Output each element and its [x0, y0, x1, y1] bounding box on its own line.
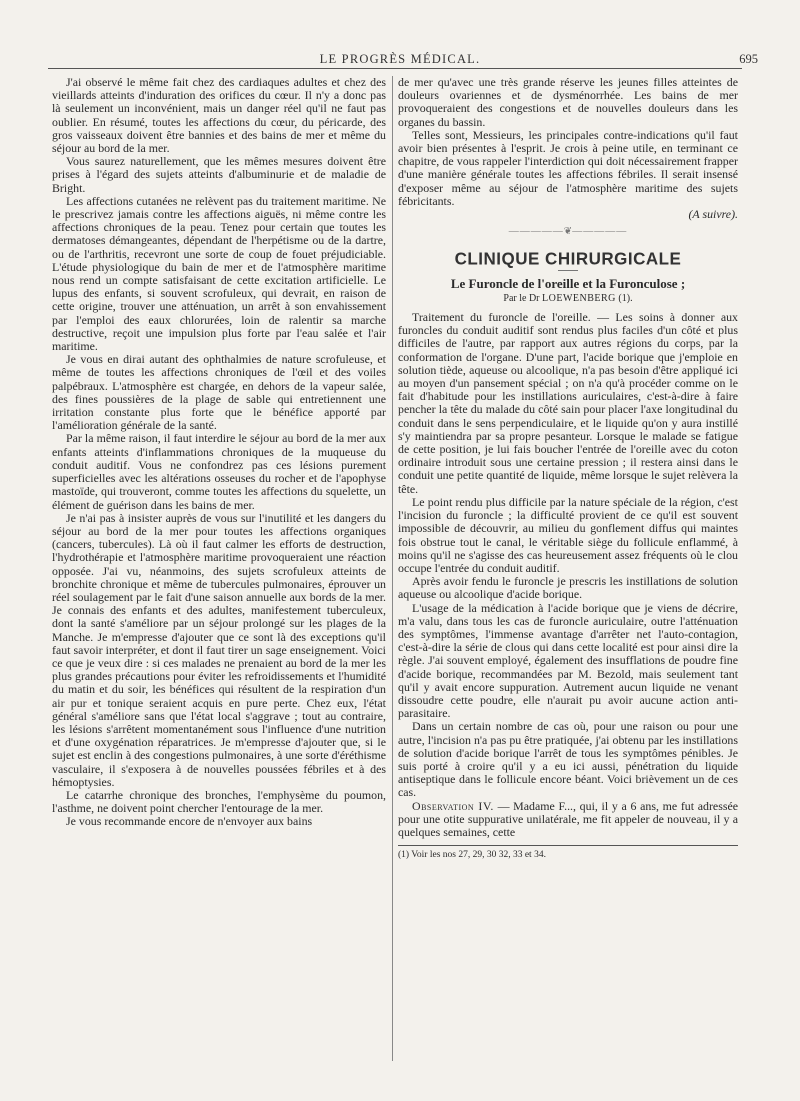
- observation-text: — Madame F..., qui, il y a 6 ans, me fut adressée pour une otite suppurative unilatérale, me fit appeler de nouveau, il y a quelques semaines, cette: [398, 798, 738, 839]
- ornament-divider: —————❦—————: [508, 226, 628, 238]
- paragraph: Je n'ai pas à insister auprès de vous sur l'inutilité et les dangers du séjour au bord de la mer pour toutes les affections organiques (cancers, tubercules). Là où il faut calmer les efforts de destruction, l'hydrothérapie et l'atmosphère maritime provoqueraient une réaction opposée. J'ai vu, néanmoins, des sujets scrofuleux atteints de bronchite chronique et même de tubercules pulmonaires, éprouver un réel soulagement par le fait d'une saison annuelle aux bords de la mer. Je connais des enfants et des adultes, manifestement tuberculeux, dont la santé s'améliore par un séjour prolongé sur les plages de la Manche. Je m'empresse d'ajouter que ce sont là des exceptions qu'il faut savoir interpréter, et dont il faut tirer un sage enseignement. Voici ce que je veux dire : si ces malades ne prenaient au bord de la mer les plus grandes précautions pour éviter les refroidissements et l'humidité du matin et du soir, les bénéfices qui résultent de la respiration d'un air pur et tonique seraient acquis en pure perte. Chez eux, l'état général s'améliore sans que l'état local s'aggrave ; tout au contraire, les lésions s'arrêtent momentanément sous l'influence d'une nutrition et d'une oxygénation réparatrices. Je m'empresse d'ajouter que, si le sujet est enclin à des congestions pulmonaires, à une sorte d'éréthisme vasculaire, il s'exposera à de nouvelles poussées fébriles et à des hémoptysies.: [52, 510, 386, 789]
- paragraph: Vous saurez naturellement, que les mêmes mesures doivent être prises à l'égard des sujets atteints d'albuminurie et de maladie de Bright.: [52, 154, 386, 195]
- paragraph: Je vous recommande encore de n'envoyer aux bains: [66, 814, 313, 829]
- paragraph: Le catarrhe chronique des bronches, l'emphysème du poumon, l'asthme, ne doivent point chercher l'entourage de la mer.: [52, 787, 386, 816]
- article-title: Le Furoncle de l'oreille et la Furonculose ;: [450, 275, 686, 291]
- header-rule: [48, 68, 742, 69]
- footnote-rule: [398, 845, 738, 846]
- paragraph: Je vous en dirai autant des ophthalmies de nature scrofuleuse, et même de toutes les affections chroniques de l'œil et des voiles palpébraux. L'atmosphère est chargée, en dehors de la vapeur salée, des fines poussières de la plage de sable qui entretiennent une irritation constante plus forte que le bénéfice apporté par l'amélioration générale de la santé.: [52, 352, 386, 433]
- paragraph: L'usage de la médication à l'acide borique que je viens de décrire, m'a valu, dans tous les cas de furoncle auriculaire, outre l'atténuation des symptômes, l'immense avantage d'arrêter net l'auto-contagion, c'est-à-dire la série de clous qui dans cette localité est pour ainsi dire la règle. J'ai souvent employé, également des insufflations de poudre fine d'acide borique, recommandées par M. Bezold, mais seulement tant qu'il y avait encore suppuration. Autrement aucun liquide ne venant dissoudre cette poudre, elle n'aurait pu avoir aucune action anti-parasitaire.: [398, 600, 738, 721]
- section-rule: [558, 270, 578, 271]
- paragraph: Par la même raison, il faut interdire le séjour au bord de la mer aux enfants atteints d'inflammations chroniques de la muqueuse du conduit auditif. Vous ne confondrez pas ces lésions purement superficielles avec les altérations osseuses du rocher et de l'apophyse mastoïde, qui trouveront, comme toutes les affections du squelette, un élément de guérison dans les bains de mer.: [52, 431, 386, 512]
- journal-title: LE PROGRÈS MÉDICAL.: [319, 52, 481, 66]
- byline: [398, 292, 738, 305]
- byline-note: (1).: [618, 292, 633, 304]
- paragraph: Le point rendu plus difficile par la nature spéciale de la région, c'est l'incision du furoncle ; la difficulté provient de ce qu'il est souvent impossible de découvrir, au milieu du gonflement diffus qui maintes fois obstrue tout le canal, le véritable siège du follicule enflammé, à moins qu'il ne s'agisse des cas heureusement assez fréquents où le clou occupe l'entrée du conduit auditif.: [398, 494, 738, 575]
- byline-prefix: Par le Dr: [503, 292, 540, 304]
- paragraph: Les affections cutanées ne relèvent pas du traitement maritime. Ne le prescrivez jamais contre les affections aiguës, ni même contre les affections chroniques de la peau. Tenez pour certain que toutes les dermatoses démangeantes, dépendant de l'herpétisme ou de la dartre, ou de l'arthritis, recevront une sorte de coup de fouet préjudiciable. L'étude physiologique du bain de mer et de l'atmosphère maritime nous rend un compte satisfaisant de cette excitation artificielle. Le lupus des enfants, si souvent scrofuleux, qui devrait, en raison de cette origine, trouver une atténuation, un arrêt à son envahissement par l'emploi des eaux chlorurées, loin de ralentir sa marche destructive, reçoit une impulsion plus forte par l'eau salée et l'air maritime.: [52, 193, 386, 354]
- paragraph: Après avoir fendu le furoncle je prescris les instillations de solution aqueuse ou alcoolique d'acide borique.: [398, 574, 738, 602]
- column-divider: [392, 76, 393, 1061]
- observation-label: Observation IV.: [412, 798, 494, 813]
- observation-paragraph: [398, 800, 738, 840]
- byline-author: LOEWENBERG: [542, 292, 616, 304]
- paragraph: Dans un certain nombre de cas où, pour une raison ou pour une autre, l'incision n'a pas pu être pratiquée, j'ai obtenu par les instillations de solution d'acide borique l'arrêt de tous les symptômes pénibles. Je suis porté à croire qu'il y a eu ici aussi, pénétration du liquide antiseptique dans le follicule encore béant. Voici brièvement un de ces cas.: [398, 719, 738, 800]
- page-number: 695: [739, 52, 758, 66]
- paragraph: J'ai observé le même fait chez des cardiaques adultes et chez des vieillards atteints d'induration des orifices du cœur. Il n'y a donc pas là seulement un inconvénient, mais un danger réel qu'il ne faut pas oublier. En résumé, toutes les affections du cœur, du péricarde, des gros vaisseaux doivent être bannies et des bains de mer et même du séjour au bord de la mer.: [52, 76, 386, 156]
- section-title: CLINIQUE CHIRURGICALE: [454, 248, 682, 269]
- left-column: [52, 76, 386, 1086]
- footnote: (1) Voir les nos 27, 29, 30 32, 33 et 34.: [398, 850, 546, 861]
- paragraph: de mer qu'avec une très grande réserve les jeunes filles atteintes de douleurs ovariennes et de dysménorrhée. Les bains de mer provoqueraient des congestions et de nouvelles douleurs dans les organes du bassin.: [398, 76, 738, 129]
- paragraph: Traitement du furoncle de l'oreille. — Les soins à donner aux furoncles du conduit auditif sont rendus plus faciles d'un côté et plus difficiles de l'autre, par rapport aux autres régions du corps, par la conformation de l'organe. D'une part, l'acide borique que j'emploie en solution tiède, aqueuse ou alcoolique, n'a pas besoin d'être appliqué ici au moyen d'un pansement spécial ; on n'a qu'à procéder comme on le fait d'habitude pour les instillations auriculaires, c'est-à-dire à faire pencher la tête du malade du côté sain pour placer l'axe longitudinal du conduit dans le sens perpendiculaire, et le liquide qu'on y aura instillé s'y maintiendra par sa propre pesanteur. Lorsque le malade se fatigue de cette position, je lui fais boucher l'entrée de l'oreille avec du coton ordinaire introduit sous une certaine pression ; il restera ainsi dans le conduit une petite quantité de liquide, même lorsque le sujet relèvera la tête.: [398, 310, 738, 496]
- paragraph: Telles sont, Messieurs, les principales contre-indications qu'il faut avoir bien présentes à l'esprit. Je crois à peine utile, en terminant ce chapitre, de vous rappeler l'interdiction qui doit nécessairement frapper d'une manière générale toutes les affections fébriles. Il serait insensé d'exposer même au séjour de l'atmosphère maritime des sujets fébricitants.: [398, 127, 738, 208]
- to-be-continued: (A suivre).: [688, 207, 738, 222]
- right-column: [398, 76, 738, 1086]
